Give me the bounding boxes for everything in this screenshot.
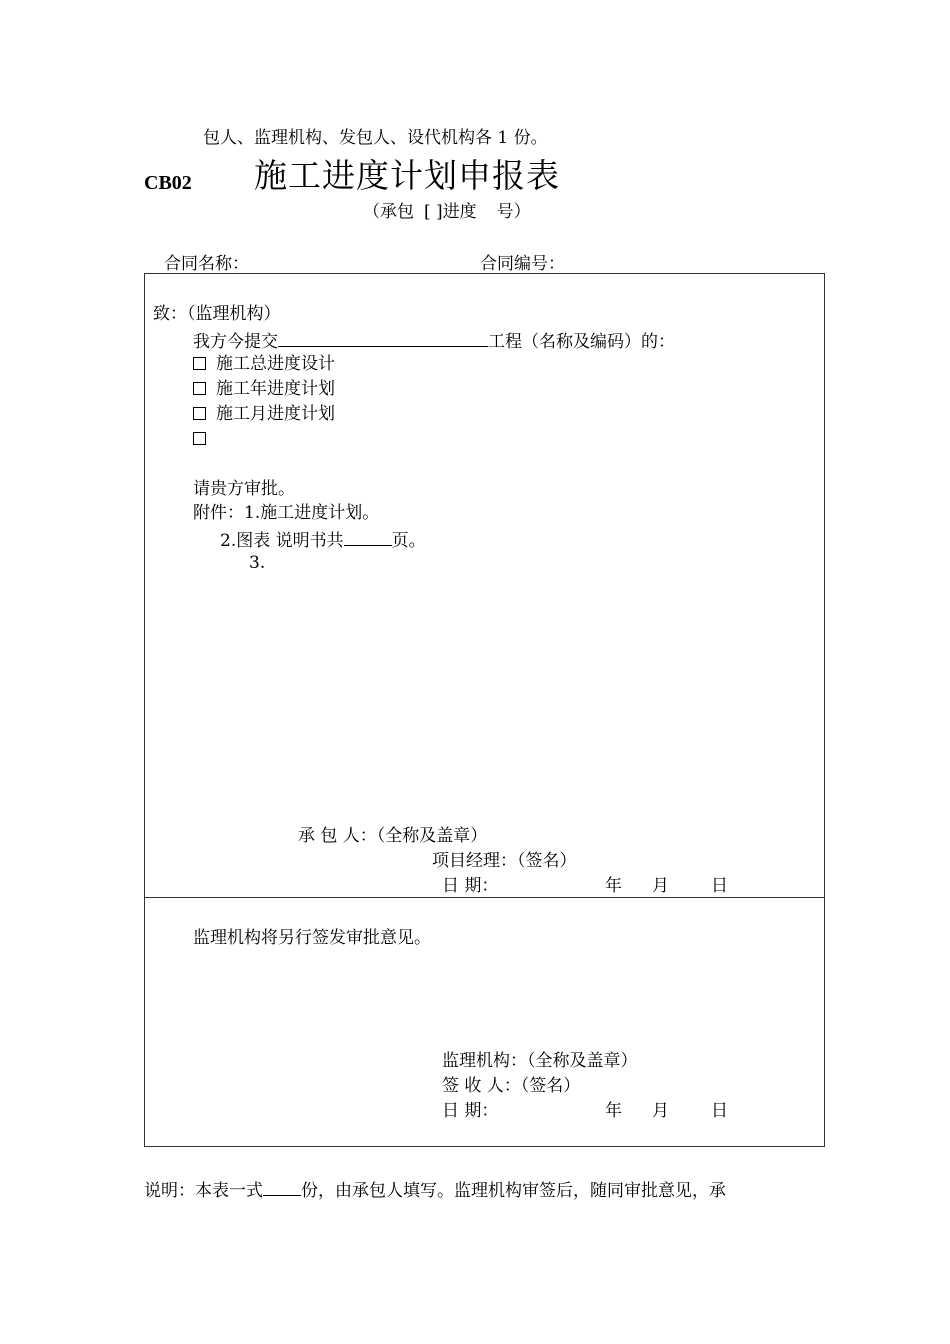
submit-suffix: 工程（名称及编码）的： (488, 332, 675, 352)
form-number-prefix: （承包 (363, 202, 414, 222)
header-continuation: 包人、监理机构、发包人、设代机构各 1 份。 (203, 128, 548, 148)
option-item[interactable] (193, 429, 216, 449)
option-item[interactable] (193, 354, 335, 374)
date-year: 年 (605, 1101, 622, 1121)
date-month: 月 (652, 876, 669, 896)
form-number-bracket: [ ] (424, 202, 443, 222)
option-label: 施工总进度设计 (216, 354, 335, 374)
checkbox-icon[interactable] (193, 382, 206, 395)
submission-section (144, 273, 825, 898)
request-text: 请贵方审批。 (193, 479, 295, 499)
checkbox-icon[interactable] (193, 407, 206, 420)
attachment-2-suffix: 页。 (391, 531, 426, 551)
contract-no-label: 合同编号： (480, 254, 565, 274)
copies-blank[interactable] (263, 1178, 301, 1196)
date-day: 日 (711, 876, 728, 896)
contract-name-label: 合同名称： (164, 254, 249, 274)
to-line: 致：（监理机构） (153, 304, 281, 324)
form-code: CB02 (144, 172, 192, 194)
footer-prefix: 说明：本表一式 (144, 1181, 263, 1201)
attachment-1: 附件：1.施工进度计划。 (193, 503, 380, 523)
pm-label: 项目经理：（签名） (432, 851, 577, 871)
attachment-2 (220, 528, 426, 551)
approval-note: 监理机构将另行签发审批意见。 (193, 928, 431, 948)
option-label: 施工年进度计划 (216, 379, 335, 399)
approval-section (144, 897, 825, 1147)
date-label: 日 期： (442, 876, 499, 896)
date-month: 月 (652, 1101, 669, 1121)
page-count-blank[interactable] (344, 528, 392, 546)
submit-line (193, 329, 675, 352)
attachment-2-prefix: 2.图表 说明书共 (220, 531, 344, 551)
form-title: 施工进度计划申报表 (254, 156, 560, 195)
checkbox-icon[interactable] (193, 357, 206, 370)
project-name-blank[interactable] (278, 329, 488, 347)
form-number-suffix: 号） (496, 202, 531, 222)
contractor-label: 承 包 人：（全称及盖章） (298, 826, 488, 846)
option-label: 施工月进度计划 (216, 404, 335, 424)
attachment-3: 3. (249, 553, 266, 573)
agency-label: 监理机构：（全称及盖章） (442, 1051, 638, 1071)
submit-prefix: 我方今提交 (193, 332, 278, 352)
footer-note (144, 1178, 726, 1201)
option-item[interactable] (193, 404, 335, 424)
form-number-middle: 进度 (442, 202, 477, 222)
checkbox-icon[interactable] (193, 432, 206, 445)
receiver-label: 签 收 人：（签名） (442, 1076, 581, 1096)
date-year: 年 (605, 876, 622, 896)
option-item[interactable] (193, 379, 335, 399)
date-day: 日 (711, 1101, 728, 1121)
footer-suffix: 份，由承包人填写。监理机构审签后，随同审批意见，承 (301, 1181, 726, 1201)
date-label: 日 期： (442, 1101, 499, 1121)
form-number (363, 202, 531, 222)
